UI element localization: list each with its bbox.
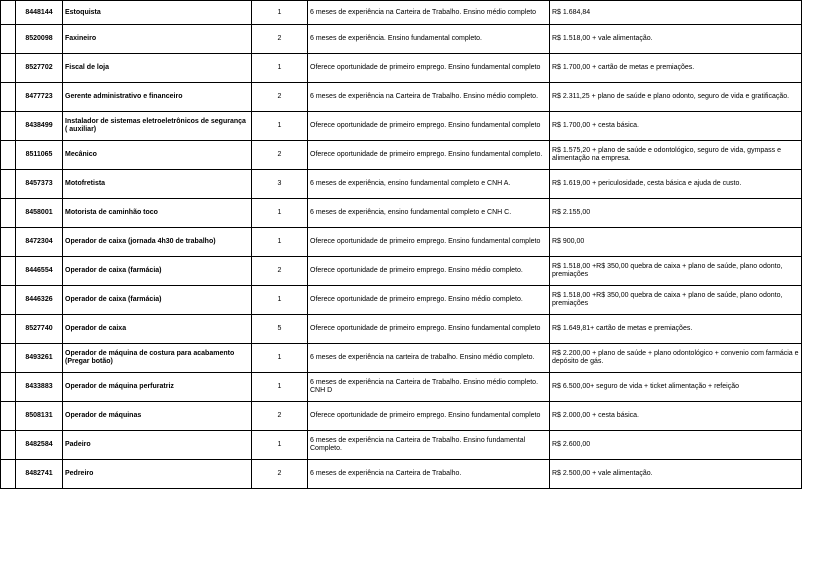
requirements-cell: 6 meses de experiência na Carteira de Trabalho. Ensino médio completo [308, 1, 550, 25]
vacancies-cell: 1 [252, 199, 308, 228]
salary-cell: R$ 2.311,25 + plano de saúde e plano odonto, seguro de vida e gratificação. [550, 83, 802, 112]
blank-cell [1, 199, 16, 228]
job-code-cell: 8438499 [16, 112, 63, 141]
job-title-cell: Operador de máquina perfuratriz [63, 373, 252, 402]
vacancies-cell: 1 [252, 286, 308, 315]
vacancies-cell: 1 [252, 1, 308, 25]
salary-cell: R$ 900,00 [550, 228, 802, 257]
vacancies-cell: 1 [252, 344, 308, 373]
job-title-cell: Estoquista [63, 1, 252, 25]
salary-cell: R$ 1.700,00 + cartão de metas e premiações. [550, 54, 802, 83]
requirements-cell: 6 meses de experiência. Ensino fundamental completo. [308, 25, 550, 54]
blank-cell [1, 402, 16, 431]
job-code-cell: 8458001 [16, 199, 63, 228]
vacancies-cell: 5 [252, 315, 308, 344]
job-code-cell: 8482741 [16, 460, 63, 489]
job-code-cell: 8433883 [16, 373, 63, 402]
requirements-cell: Oferece oportunidade de primeiro emprego. Ensino fundamental completo [308, 315, 550, 344]
salary-cell: R$ 1.619,00 + periculosidade, cesta básica e ajuda de custo. [550, 170, 802, 199]
job-title-cell: Operador de máquinas [63, 402, 252, 431]
vacancies-cell: 1 [252, 112, 308, 141]
job-code-cell: 8482584 [16, 431, 63, 460]
blank-cell [1, 286, 16, 315]
requirements-cell: Oferece oportunidade de primeiro emprego. Ensino fundamental completo. [308, 141, 550, 170]
table-row [1, 344, 802, 373]
blank-cell [1, 257, 16, 286]
salary-cell: R$ 2.600,00 [550, 431, 802, 460]
requirements-cell: Oferece oportunidade de primeiro emprego. Ensino fundamental completo [308, 54, 550, 83]
salary-cell: R$ 1.700,00 + cesta básica. [550, 112, 802, 141]
salary-cell: R$ 1.575,20 + plano de saúde e odontológico, seguro de vida, gympass e alimentação na empresa. [550, 141, 802, 170]
job-code-cell: 8527702 [16, 54, 63, 83]
vacancies-cell: 1 [252, 431, 308, 460]
salary-cell: R$ 1.684,84 [550, 1, 802, 25]
job-title-cell: Operador de caixa (farmácia) [63, 257, 252, 286]
table-row [1, 112, 802, 141]
vacancies-cell: 1 [252, 228, 308, 257]
job-title-cell: Instalador de sistemas eletroeletrônicos de segurança ( auxiliar) [63, 112, 252, 141]
table-row [1, 25, 802, 54]
requirements-cell: Oferece oportunidade de primeiro emprego. Ensino fundamental completo [308, 112, 550, 141]
requirements-cell: 6 meses de experiência na Carteira de Trabalho. Ensino médio completo. [308, 83, 550, 112]
job-title-cell: Mecânico [63, 141, 252, 170]
table-row [1, 141, 802, 170]
vacancies-cell: 2 [252, 83, 308, 112]
table-row [1, 54, 802, 83]
salary-cell: R$ 2.500,00 + vale alimentação. [550, 460, 802, 489]
requirements-cell: 6 meses de experiência, ensino fundamental completo e CNH A. [308, 170, 550, 199]
job-title-cell: Faxineiro [63, 25, 252, 54]
blank-cell [1, 25, 16, 54]
blank-cell [1, 460, 16, 489]
job-code-cell: 8508131 [16, 402, 63, 431]
salary-cell: R$ 1.518,00 +R$ 350,00 quebra de caixa + plano de saúde, plano odonto, premiações [550, 286, 802, 315]
blank-cell [1, 83, 16, 112]
requirements-cell: Oferece oportunidade de primeiro emprego. Ensino fundamental completo [308, 228, 550, 257]
salary-cell: R$ 2.155,00 [550, 199, 802, 228]
table-body [1, 1, 802, 489]
vacancies-cell: 3 [252, 170, 308, 199]
job-title-cell: Operador de caixa (farmácia) [63, 286, 252, 315]
job-code-cell: 8520098 [16, 25, 63, 54]
table-row [1, 1, 802, 25]
job-code-cell: 8448144 [16, 1, 63, 25]
table-row [1, 170, 802, 199]
blank-cell [1, 344, 16, 373]
salary-cell: R$ 2.200,00 + plano de saúde + plano odontológico + convenio com farmácia e depósito de gás. [550, 344, 802, 373]
job-title-cell: Motorista de caminhão toco [63, 199, 252, 228]
table-row [1, 402, 802, 431]
job-code-cell: 8457373 [16, 170, 63, 199]
job-title-cell: Motofretista [63, 170, 252, 199]
requirements-cell: Oferece oportunidade de primeiro emprego. Ensino médio completo. [308, 286, 550, 315]
table-row [1, 373, 802, 402]
salary-cell: R$ 2.000,00 + cesta básica. [550, 402, 802, 431]
job-code-cell: 8527740 [16, 315, 63, 344]
table-row [1, 431, 802, 460]
requirements-cell: 6 meses de experiência na carteira de trabalho. Ensino médio completo. [308, 344, 550, 373]
job-title-cell: Gerente administrativo e financeiro [63, 83, 252, 112]
blank-cell [1, 54, 16, 83]
vacancies-cell: 2 [252, 141, 308, 170]
job-code-cell: 8511065 [16, 141, 63, 170]
salary-cell: R$ 1.518,00 +R$ 350,00 quebra de caixa + plano de saúde, plano odonto, premiações [550, 257, 802, 286]
blank-cell [1, 141, 16, 170]
table-row [1, 228, 802, 257]
table-row [1, 83, 802, 112]
requirements-cell: Oferece oportunidade de primeiro emprego. Ensino fundamental completo [308, 402, 550, 431]
table-row [1, 460, 802, 489]
table-row [1, 286, 802, 315]
blank-cell [1, 1, 16, 25]
vacancies-cell: 2 [252, 25, 308, 54]
requirements-cell: 6 meses de experiência na Carteira de Trabalho. Ensino fundamental Completo. [308, 431, 550, 460]
requirements-cell: 6 meses de experiência na Carteira de Trabalho. Ensino médio completo. CNH D [308, 373, 550, 402]
table-row [1, 199, 802, 228]
job-title-cell: Operador de máquina de costura para acabamento (Pregar botão) [63, 344, 252, 373]
job-title-cell: Padeiro [63, 431, 252, 460]
blank-cell [1, 228, 16, 257]
job-code-cell: 8477723 [16, 83, 63, 112]
salary-cell: R$ 6.500,00+ seguro de vida + ticket alimentação + refeição [550, 373, 802, 402]
job-title-cell: Pedreiro [63, 460, 252, 489]
requirements-cell: Oferece oportunidade de primeiro emprego. Ensino médio completo. [308, 257, 550, 286]
table-row [1, 315, 802, 344]
vacancies-cell: 2 [252, 257, 308, 286]
blank-cell [1, 373, 16, 402]
job-title-cell: Operador de caixa [63, 315, 252, 344]
blank-cell [1, 315, 16, 344]
vacancies-cell: 1 [252, 54, 308, 83]
job-code-cell: 8446326 [16, 286, 63, 315]
blank-cell [1, 170, 16, 199]
table-row [1, 257, 802, 286]
vacancies-cell: 2 [252, 460, 308, 489]
job-code-cell: 8493261 [16, 344, 63, 373]
blank-cell [1, 431, 16, 460]
vacancies-cell: 1 [252, 373, 308, 402]
job-code-cell: 8446554 [16, 257, 63, 286]
salary-cell: R$ 1.518,00 + vale alimentação. [550, 25, 802, 54]
salary-cell: R$ 1.649,81+ cartão de metas e premiações. [550, 315, 802, 344]
requirements-cell: 6 meses de experiência na Carteira de Trabalho. [308, 460, 550, 489]
job-code-cell: 8472304 [16, 228, 63, 257]
job-title-cell: Operador de caixa (jornada 4h30 de trabalho) [63, 228, 252, 257]
job-title-cell: Fiscal de loja [63, 54, 252, 83]
blank-cell [1, 112, 16, 141]
vacancies-cell: 2 [252, 402, 308, 431]
requirements-cell: 6 meses de experiência, ensino fundamental completo e CNH C. [308, 199, 550, 228]
